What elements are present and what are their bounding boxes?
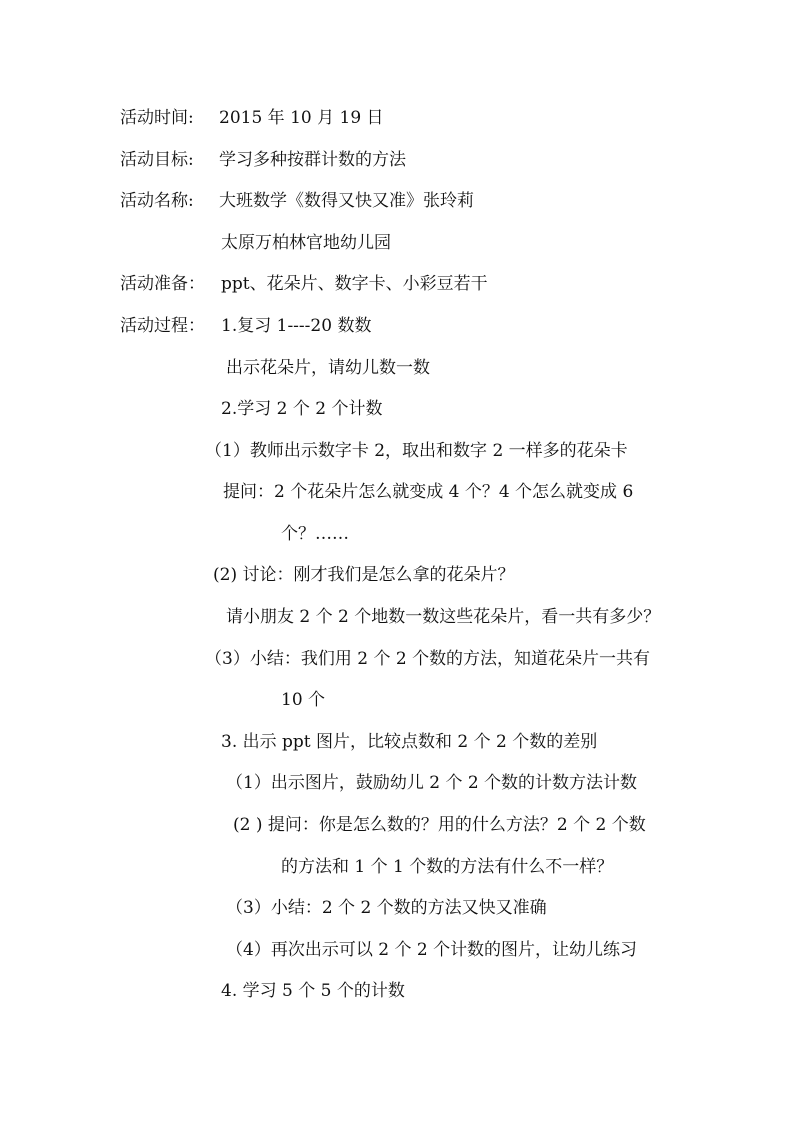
process-step: 提问：2 个花朵片怎么就变成 4 个？4 个怎么就变成 6 bbox=[223, 482, 634, 502]
school-name: 太原万柏林官地幼儿园 bbox=[221, 233, 391, 253]
process-step: 3. 出示 ppt 图片，比较点数和 2 个 2 个数的差别 bbox=[221, 732, 598, 752]
process-step: 出示花朵片，请幼儿数一数 bbox=[226, 358, 430, 378]
process-step: （4）再次出示可以 2 个 2 个计数的图片，让幼儿练习 bbox=[226, 940, 638, 960]
activity-name-value: 大班数学《数得又快又准》张玲莉 bbox=[219, 191, 474, 211]
process-step: 4. 学习 5 个 5 个的计数 bbox=[221, 981, 405, 1001]
preparation-value: ppt、花朵片、数字卡、小彩豆若干 bbox=[221, 274, 488, 294]
process-step: 的方法和 1 个 1 个数的方法有什么不一样？ bbox=[281, 857, 614, 877]
process-step: (2) 讨论：刚才我们是怎么拿的花朵片？ bbox=[213, 565, 515, 585]
process-step: （1）教师出示数字卡 2，取出和数字 2 一样多的花朵卡 bbox=[205, 441, 628, 461]
process-step: (2 ) 提问：你是怎么数的？用的什么方法？2 个 2 个数 bbox=[233, 815, 646, 835]
process-step: （3）小结：2 个 2 个数的方法又快又准确 bbox=[226, 898, 547, 918]
date-label: 活动时间: bbox=[120, 108, 194, 128]
process-step: 1.复习 1----20 数数 bbox=[221, 316, 372, 336]
process-step: 2.学习 2 个 2 个计数 bbox=[221, 399, 383, 419]
process-step: 10 个 bbox=[281, 690, 326, 710]
process-step: （1）出示图片，鼓励幼儿 2 个 2 个数的计数方法计数 bbox=[226, 773, 638, 793]
activity-name-label: 活动名称: bbox=[120, 191, 194, 211]
process-step: （3）小结：我们用 2 个 2 个数的方法，知道花朵片一共有 bbox=[205, 649, 651, 669]
process-label: 活动过程： bbox=[120, 316, 205, 336]
preparation-label: 活动准备： bbox=[120, 274, 205, 294]
process-step: 个？…… bbox=[281, 524, 349, 544]
process-step: 请小朋友 2 个 2 个地数一数这些花朵片，看一共有多少？ bbox=[226, 607, 661, 627]
goal-value: 学习多种按群计数的方法 bbox=[219, 150, 406, 170]
date-value: 2015 年 10 月 19 日 bbox=[219, 108, 384, 128]
goal-label: 活动目标: bbox=[120, 150, 194, 170]
